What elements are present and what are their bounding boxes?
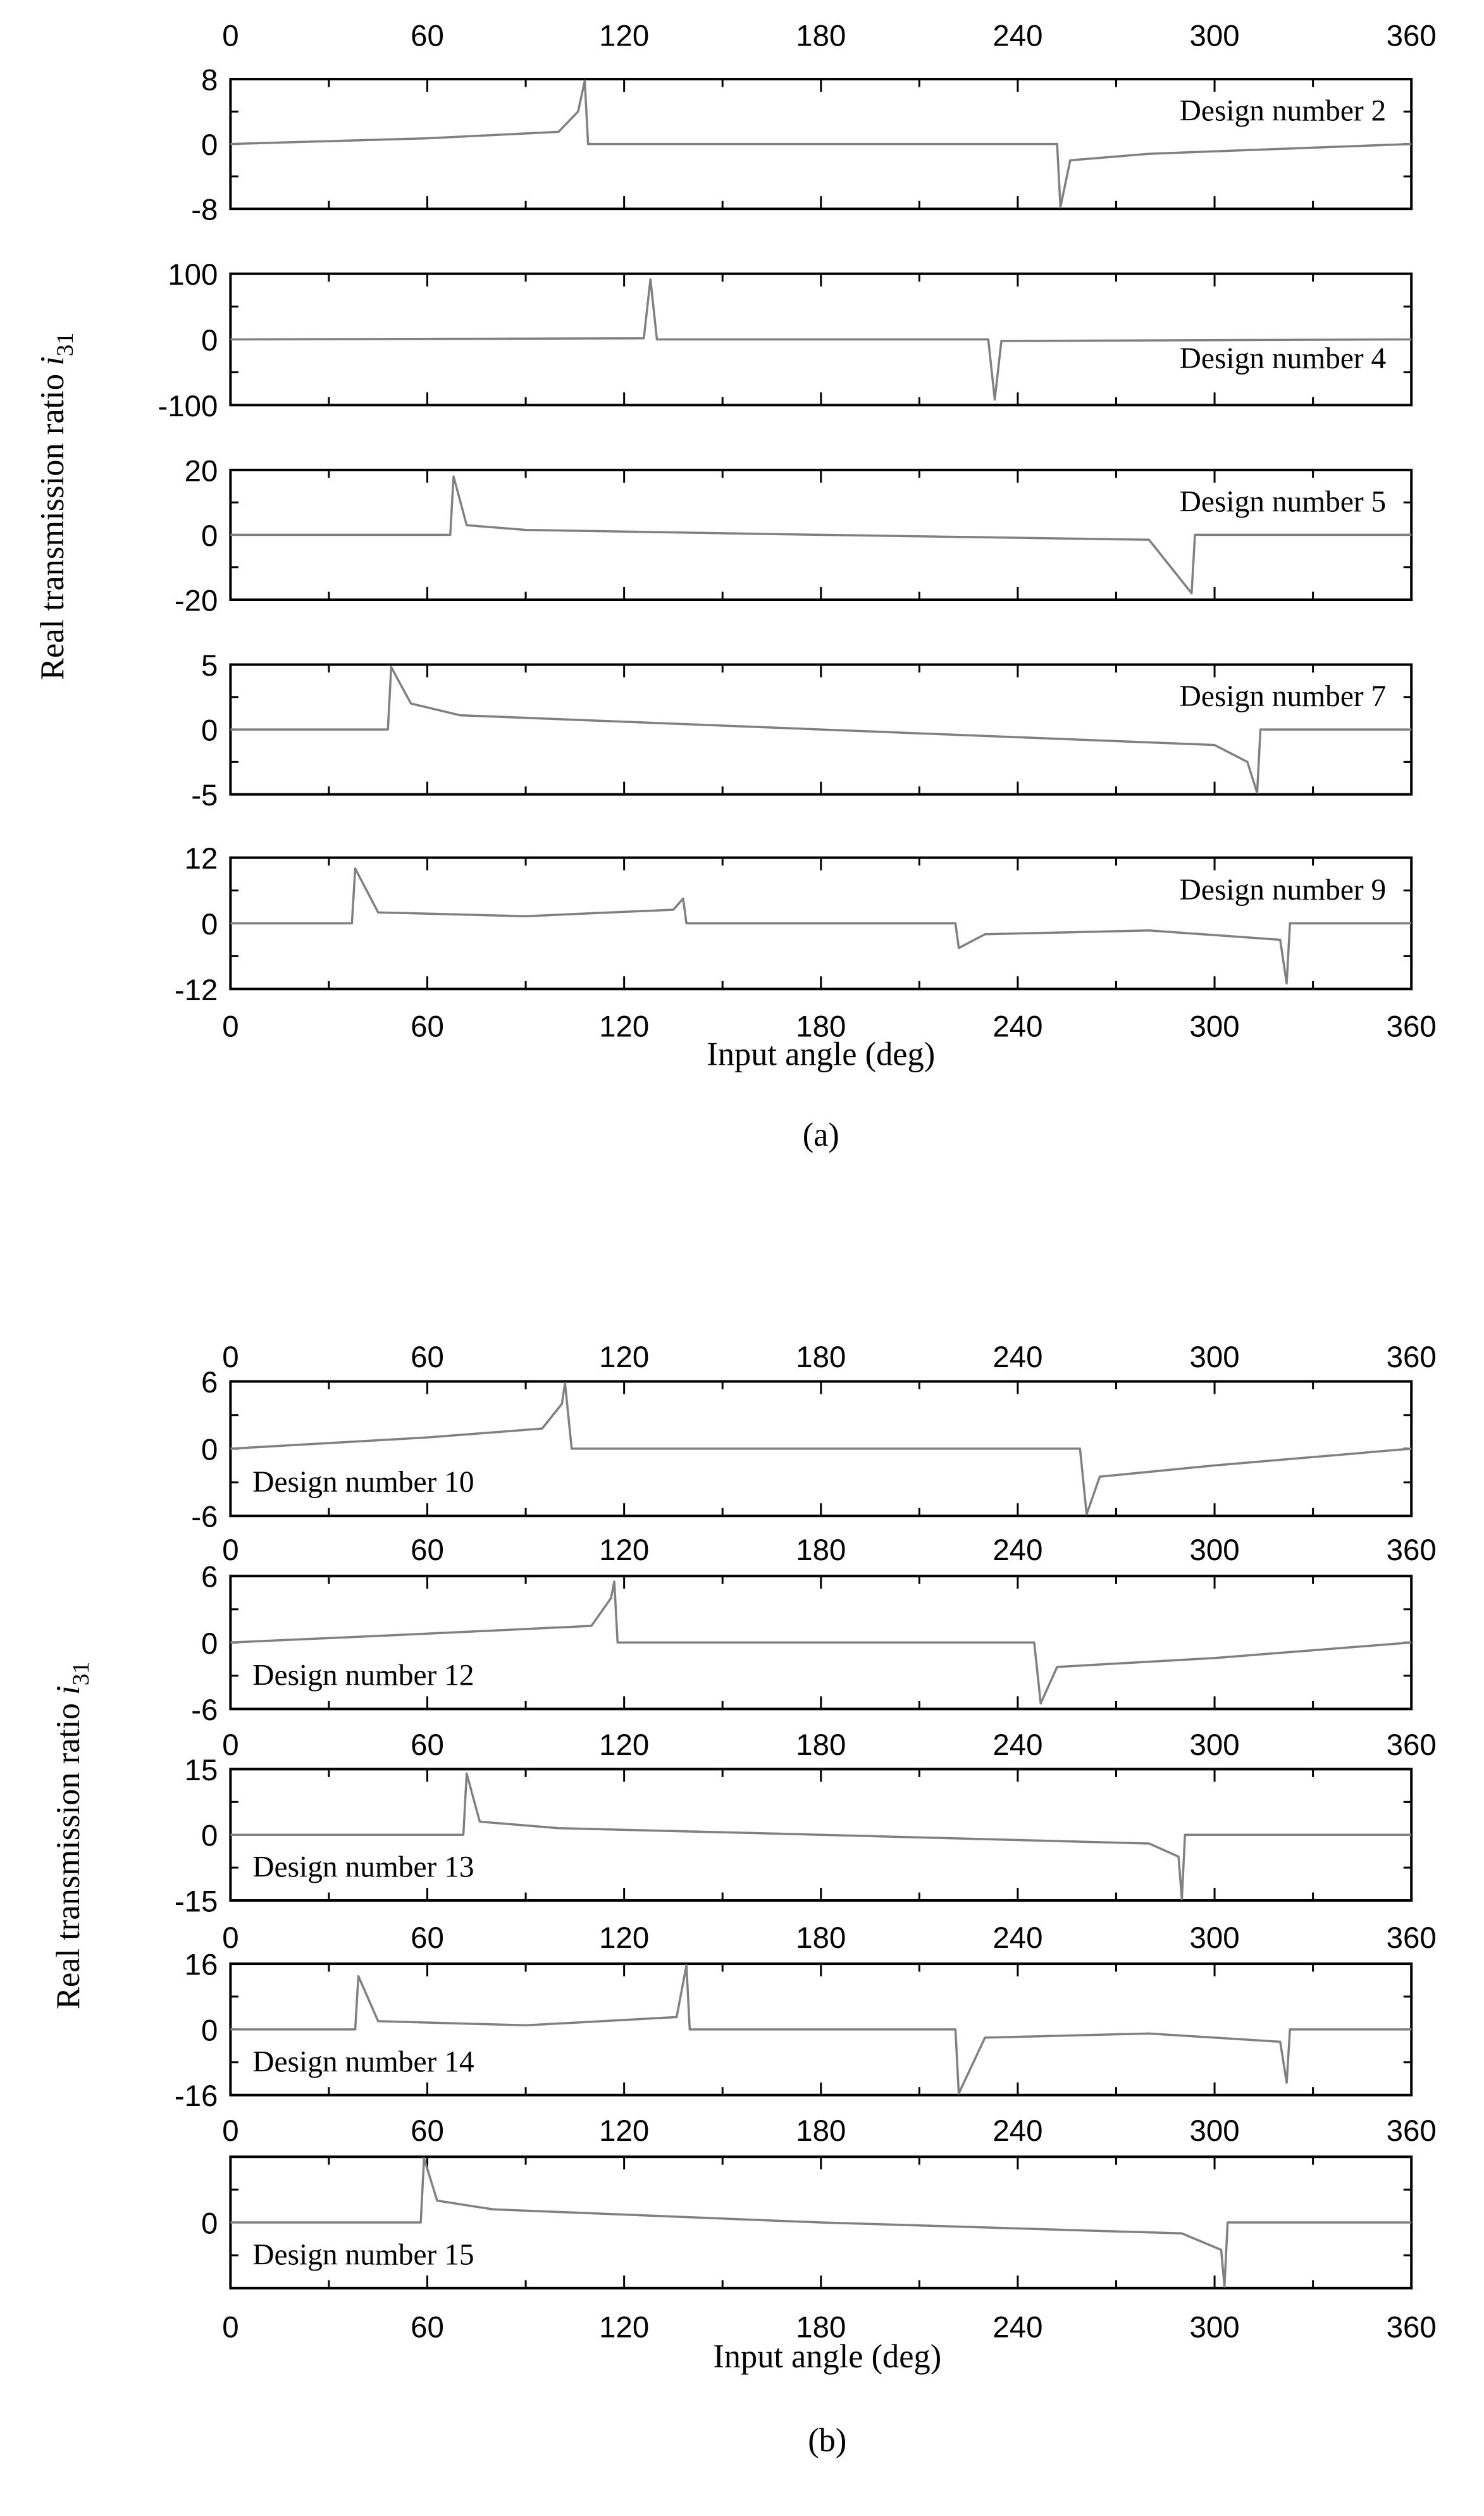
- x-tick-label-top: 60: [411, 1921, 444, 1955]
- subplot-design-number-9: [175, 842, 1437, 1043]
- subplot-design-number-4: [158, 258, 1412, 423]
- subplot-design-number-10: [191, 1341, 1437, 1534]
- caption-b: (b): [808, 2422, 847, 2459]
- x-tick-label-top: 360: [1386, 2114, 1437, 2148]
- x-tick-label-bottom: 60: [411, 1010, 444, 1044]
- y-tick-label: 12: [184, 842, 218, 876]
- y-tick-label: 0: [201, 1433, 218, 1467]
- y-tick-label: 8: [201, 63, 218, 97]
- design-label: Design number 12: [252, 1659, 474, 1692]
- x-tick-label-top: 0: [222, 19, 239, 53]
- x-tick-label-bottom: 360: [1386, 1010, 1437, 1044]
- y-tick-label: 20: [184, 454, 218, 488]
- y-tick-label: 6: [201, 1560, 218, 1594]
- subplot-design-number-2: [191, 19, 1437, 226]
- y-tick-label: -6: [191, 1693, 218, 1727]
- x-tick-label-top: 60: [411, 1534, 444, 1568]
- subplots-group: [158, 19, 1437, 2344]
- y-tick-label: 15: [184, 1753, 218, 1787]
- y-tick-label: 6: [201, 1366, 218, 1400]
- subplot-design-number-7: [191, 649, 1411, 812]
- subplot-design-number-12: [191, 1534, 1437, 1727]
- x-tick-label-top: 180: [796, 1534, 846, 1568]
- y-tick-label: 5: [201, 648, 218, 683]
- design-label: Design number 7: [1179, 680, 1387, 714]
- x-tick-label-bottom: 0: [222, 2310, 239, 2345]
- x-tick-label-top: 180: [796, 1921, 846, 1955]
- x-tick-label-top: 300: [1189, 1728, 1240, 1762]
- y-tick-label: 0: [201, 714, 218, 748]
- x-tick-label-top: 120: [599, 1728, 650, 1762]
- x-tick-label-top: 180: [796, 1341, 846, 1375]
- y-tick-label: 0: [201, 2207, 218, 2241]
- x-tick-label-bottom: 180: [796, 1010, 846, 1044]
- design-label: Design number 15: [252, 2238, 474, 2272]
- x-tick-label-top: 360: [1386, 1921, 1437, 1955]
- x-tick-label-top: 120: [599, 19, 650, 53]
- x-tick-label-top: 120: [599, 1534, 650, 1568]
- x-tick-label-top: 360: [1386, 19, 1437, 53]
- y-tick-label: -5: [191, 779, 218, 813]
- y-tick-label: -100: [158, 389, 218, 423]
- x-tick-label-top: 180: [796, 2114, 846, 2148]
- x-tick-label-top: 120: [599, 1921, 650, 1955]
- y-axis-label-b: Real transmission ratio $i_{31}$: [49, 1661, 94, 2010]
- y-tick-label: -8: [191, 193, 218, 227]
- design-label: Design number 5: [1179, 485, 1387, 519]
- y-tick-label: -6: [191, 1500, 218, 1534]
- x-tick-label-top: 240: [992, 1534, 1043, 1568]
- subplot-design-number-15: [201, 2114, 1437, 2344]
- x-tick-label-bottom: 300: [1189, 1010, 1240, 1044]
- x-tick-label-bottom: 300: [1189, 2310, 1240, 2345]
- x-tick-label-top: 360: [1386, 1341, 1437, 1375]
- subplot-design-number-5: [175, 454, 1411, 617]
- y-tick-label: 0: [201, 323, 218, 358]
- y-tick-label: -12: [174, 973, 218, 1007]
- x-tick-label-bottom: 60: [411, 2310, 444, 2345]
- y-tick-label: 0: [201, 1627, 218, 1661]
- x-tick-label-bottom: 360: [1386, 2310, 1437, 2345]
- y-tick-label: 0: [201, 1819, 218, 1853]
- x-tick-label-top: 300: [1189, 1921, 1240, 1955]
- subplot-design-number-13: [175, 1728, 1437, 1919]
- y-tick-label: 100: [168, 258, 218, 292]
- x-tick-label-top: 60: [411, 1728, 444, 1762]
- x-tick-label-bottom: 120: [599, 1010, 650, 1044]
- subplot-design-number-14: [175, 1921, 1437, 2113]
- x-tick-label-top: 180: [796, 19, 846, 53]
- y-tick-label: -20: [174, 584, 218, 618]
- x-tick-label-top: 300: [1189, 1341, 1240, 1375]
- y-tick-label: 0: [201, 2014, 218, 2048]
- x-tick-label-top: 0: [222, 1534, 239, 1568]
- y-tick-label: -16: [174, 2079, 218, 2114]
- x-tick-label-top: 180: [796, 1728, 846, 1762]
- design-label: Design number 9: [1179, 874, 1387, 907]
- data-line: [230, 279, 1411, 399]
- x-tick-label-top: 60: [411, 19, 444, 53]
- x-tick-label-top: 240: [992, 1728, 1043, 1762]
- x-tick-label-bottom: 240: [992, 2310, 1043, 2345]
- x-tick-label-top: 0: [222, 1341, 239, 1375]
- y-tick-label: -15: [174, 1885, 218, 1919]
- x-tick-label-bottom: 0: [222, 1010, 239, 1044]
- x-tick-label-top: 0: [222, 2114, 239, 2148]
- x-tick-label-top: 60: [411, 2114, 444, 2148]
- design-label: Design number 10: [252, 1465, 474, 1499]
- y-tick-label: 16: [184, 1948, 218, 1982]
- design-label: Design number 14: [252, 2045, 474, 2079]
- design-label: Design number 4: [1179, 342, 1387, 376]
- x-tick-label-bottom: 120: [599, 2310, 650, 2345]
- x-tick-label-top: 120: [599, 1341, 650, 1375]
- x-tick-label-top: 360: [1386, 1534, 1437, 1568]
- x-tick-label-top: 360: [1386, 1728, 1437, 1762]
- x-tick-label-top: 240: [992, 1921, 1043, 1955]
- x-axis-label-a: Input angle (deg): [707, 1036, 936, 1073]
- y-tick-label: 0: [201, 519, 218, 553]
- x-tick-label-top: 120: [599, 2114, 650, 2148]
- y-axis-label-a: Real transmission ratio $i_{31}$: [34, 332, 78, 681]
- x-tick-label-top: 0: [222, 1728, 239, 1762]
- x-tick-label-top: 300: [1189, 19, 1240, 53]
- x-axis-label-b: Input angle (deg): [713, 2338, 942, 2375]
- x-tick-label-top: 240: [992, 19, 1043, 53]
- caption-a: (a): [802, 1116, 839, 1153]
- x-tick-label-top: 300: [1189, 2114, 1240, 2148]
- y-tick-label: 0: [201, 128, 218, 163]
- x-tick-label-top: 240: [992, 1341, 1043, 1375]
- x-tick-label-bottom: 240: [992, 1010, 1043, 1044]
- x-tick-label-bottom: 180: [796, 2310, 846, 2345]
- design-label: Design number 13: [252, 1850, 474, 1884]
- x-tick-label-top: 60: [411, 1341, 444, 1375]
- x-tick-label-top: 300: [1189, 1534, 1240, 1568]
- design-label: Design number 2: [1179, 94, 1387, 128]
- x-tick-label-top: 240: [992, 2114, 1043, 2148]
- y-tick-label: 0: [201, 907, 218, 942]
- x-tick-label-top: 0: [222, 1921, 239, 1955]
